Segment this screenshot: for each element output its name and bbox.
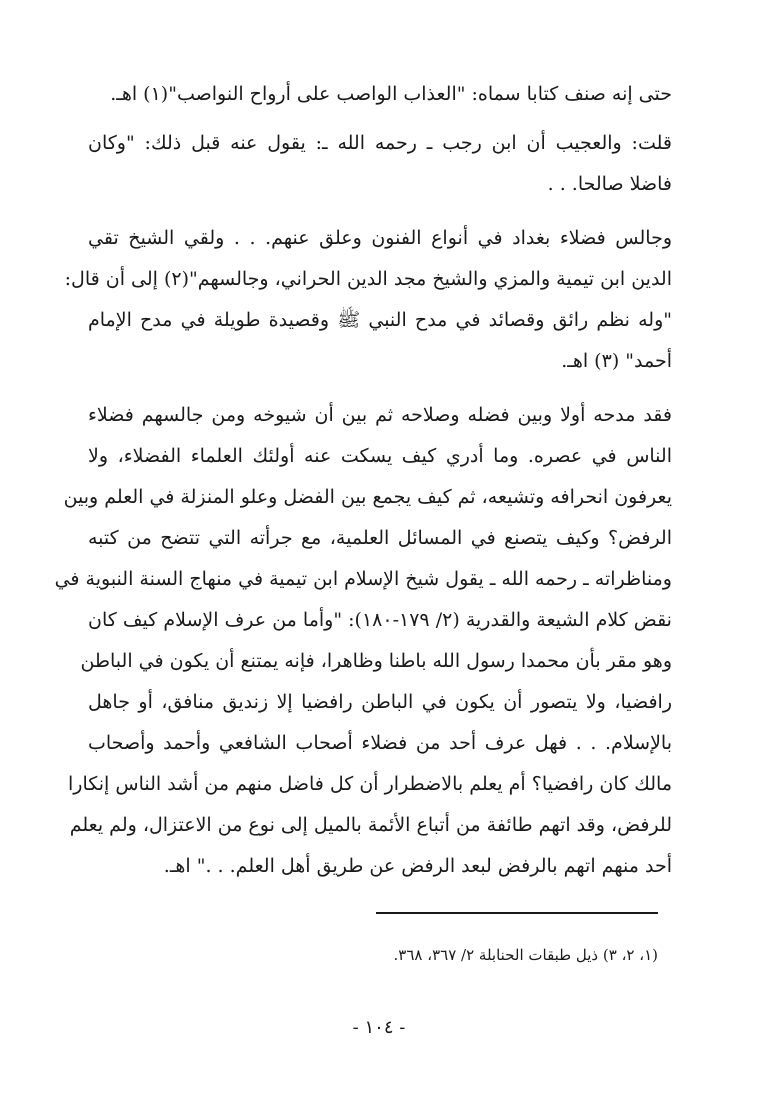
text-line: فقد مدحه أولا وبين فضله وصلاحه ثم بين أن شيوخه ومن جالسهم فضلاء <box>88 404 672 426</box>
text-line: فاضلا صالحا. . . <box>547 173 672 195</box>
text-line: حتى إنه صنف كتابا سماه: "العذاب الواصب على أرواح النواصب"(١) اهـ. <box>110 83 672 105</box>
text-line: أحمد" (٣) اهـ. <box>561 350 672 372</box>
text-line: يعرفون انحرافه وتشيعه، ثم كيف يجمع بين الفضل وعلو المنزلة في العلم وبين <box>63 486 672 508</box>
text-line: ومناظراته ـ رحمه الله ـ يقول شيخ الإسلام ابن تيمية في منهاج السنة النبوية في <box>54 568 672 590</box>
text-line: نقض كلام الشيعة والقدرية (٢/ ١٧٩-١٨٠): "وأما من عرف الإسلام كيف كان <box>88 609 672 631</box>
text-line: مالك كان رافضيا؟ أم يعلم بالاضطرار أن كل فاضل منهم من أشد الناس إنكارا <box>68 773 672 795</box>
text-line: رافضيا، ولا يتصور أن يكون في الباطن رافضيا إلا زنديق منافق، أو جاهل <box>88 691 672 713</box>
text-line: أحد منهم اتهم بالرفض لبعد الرفض عن طريق أهل العلم. . ." اهـ. <box>163 855 672 877</box>
text-line: الناس في عصره. وما أدري كيف يسكت عنه أولئك العلماء الفضلاء، ولا <box>88 445 672 467</box>
text-line: قلت: والعجيب أن ابن رجب ـ رحمه الله ـ: يقول عنه قبل ذلك: "وكان <box>88 132 672 154</box>
text-line: وجالس فضلاء بغداد في أنواع الفنون وعلق عنهم. . . ولقي الشيخ تقي <box>88 227 672 249</box>
page-number: - ١٠٤ - <box>352 1017 406 1038</box>
text-line: الدين ابن تيمية والمزي والشيخ مجد الدين الحراني، وجالسهم"(٢) إلى أن قال: <box>64 268 672 290</box>
footnote-separator <box>376 912 658 914</box>
footnote: (١، ٢، ٣) ذيل طبقات الحنابلة ٢/ ٣٦٧، ٣٦٨. <box>393 946 658 964</box>
text-line: "وله نظم رائق وقصائد في مدح النبي ﷺ وقصيدة طويلة في مدح الإمام <box>88 309 672 331</box>
text-line: وهو مقر بأن محمدا رسول الله باطنا وظاهرا، فإنه يمتنع أن يكون في الباطن <box>80 650 672 672</box>
text-line: للرفض، وقد اتهم طائفة من أتباع الأئمة بالميل إلى نوع من الاعتزال، ولم يعلم <box>69 814 672 836</box>
text-line: بالإسلام. . . فهل عرف أحد من فضلاء أصحاب الشافعي وأحمد وأصحاب <box>88 732 672 754</box>
text-line: الرفض؟ وكيف يتصنع في المسائل العلمية، مع جرأته التي تتضح من كتبه <box>88 527 672 549</box>
